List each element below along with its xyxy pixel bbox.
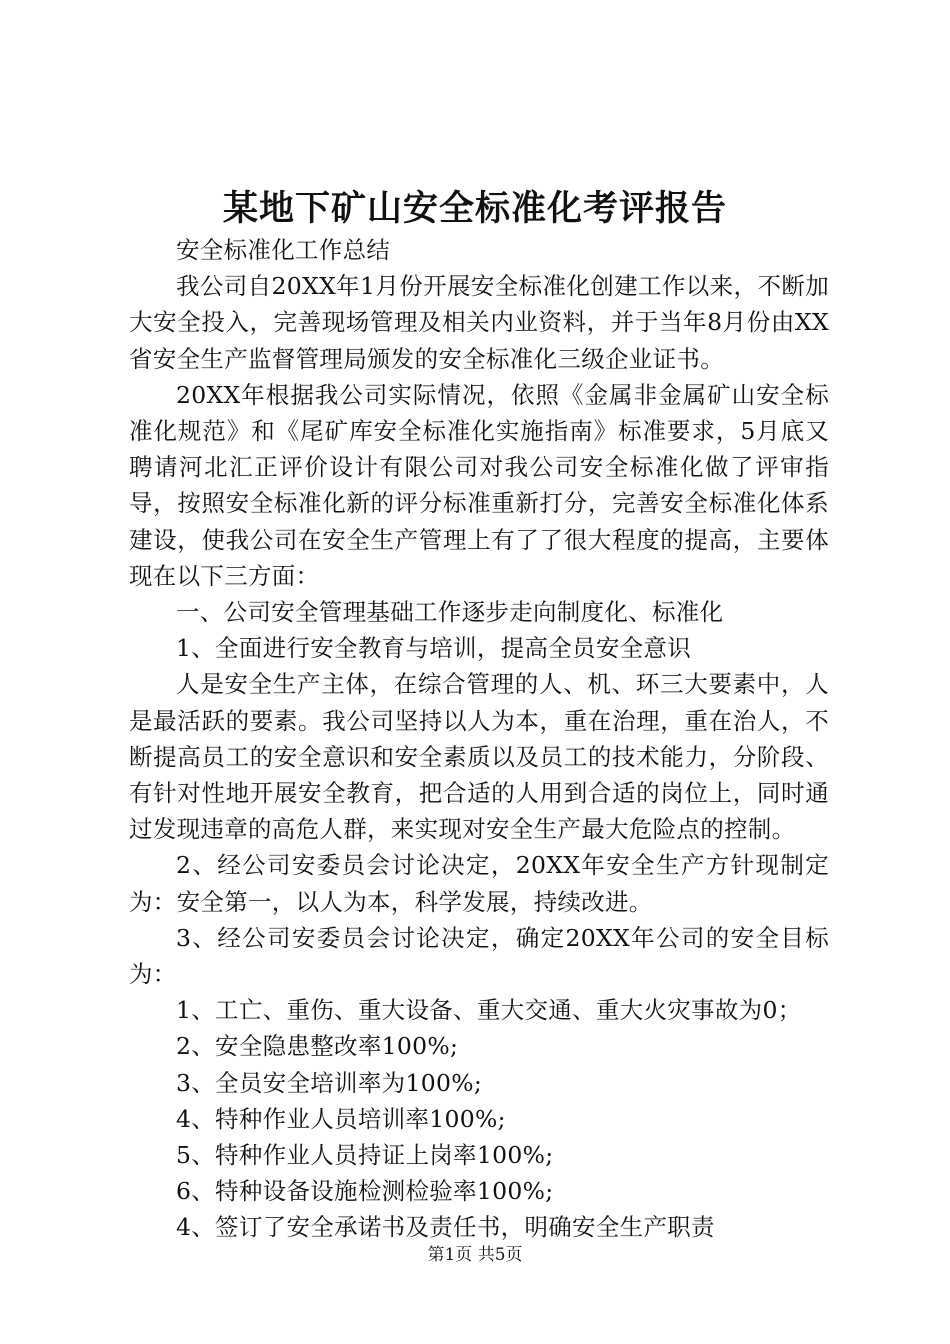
section-heading: 安全标准化工作总结 [176,236,391,264]
paragraph: 人是安全生产主体，在综合管理的人、机、环三大要素中，人是最活跃的要素。我公司坚持以人为本，重在治理，重在治人，不断提高员工的安全意识和安全素质以及员工的技术能力，分阶段、有针对性地开展安全教育，把合适的人用到合适的岗位上，同时通过发现违章的高危人群，来实现对安全生产最大危险点的控制。 [129,670,829,844]
list-item: 5、特种作业人员持证上岗率100%; [176,1141,554,1170]
subsection-heading: 1、全面进行安全教育与培训，提高全员安全意识 [176,634,692,663]
paragraph: 2、经公司安委员会讨论决定，20XX年安全生产方针现制定为：安全第一，以人为本，科学发展，持续改进。 [129,851,829,916]
paragraph: 4、签订了安全承诺书及责任书，明确安全生产职责 [176,1213,715,1242]
paragraph: 我公司自20XX年1月份开展安全标准化创建工作以来，不断加大安全投入，完善现场管理及相关内业资料，并于当年8月份由XX省安全生产监督管理局颁发的安全标准化三级企业证书。 [129,272,829,373]
page-indicator: 第1页 共5页 [427,1245,523,1265]
list-item: 1、工亡、重伤、重大设备、重大交通、重大火灾事故为0； [176,996,802,1025]
section-heading: 一、公司安全管理基础工作逐步走向制度化、标准化 [176,598,724,627]
list-item: 4、特种作业人员培训率100%; [176,1104,506,1133]
document-body [129,232,829,1246]
list-item: 3、全员安全培训率为100%; [176,1068,483,1097]
list-item: 6、特种设备设施检测检验率100%; [176,1177,554,1206]
page-footer [0,1243,950,1267]
paragraph: 20XX年根据我公司实际情况，依照《金属非金属矿山安全标准化规范》和《尾矿库安全标准化实施指南》标准要求，5月底又聘请河北汇正评价设计有限公司对我公司安全标准化做了评审指导，按照安全标准化新的评分标准重新打分，完善安全标准化体系建设，使我公司在安全生产管理上有了了很大程度的提高，主要体现在以下三方面： [129,380,829,590]
list-item: 2、安全隐患整改率100%; [176,1032,459,1061]
paragraph: 3、经公司安委员会讨论决定，确定20XX年公司的安全目标为： [129,923,829,989]
document-title: 某地下矿山安全标准化考评报告 [222,188,727,229]
